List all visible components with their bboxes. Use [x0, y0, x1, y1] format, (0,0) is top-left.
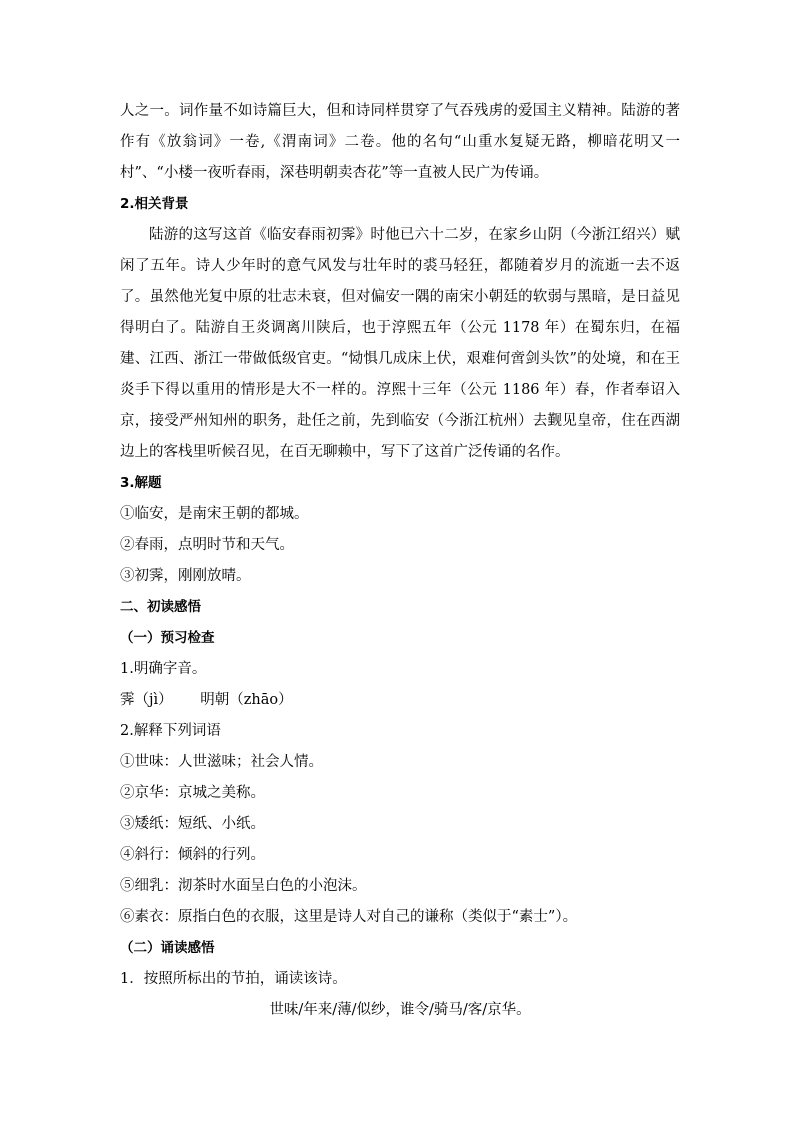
vocab-item-1: ①世味：人世滋味；社会人情。 [120, 754, 323, 770]
poem-line: 世味/年来/薄/似纱，谁令/骑马/客/京华。 [269, 1002, 531, 1018]
vocab-item-6: ⑥素衣：原指白色的衣服，这里是诗人对自己的谦称（类似于“素士”）。 [120, 909, 578, 925]
recite-instruction: 1．按照所标出的节拍，诵读该诗。 [120, 971, 347, 987]
title-explain-item-2: ②春雨，点明时节和天气。 [120, 537, 294, 553]
intro-paragraph: 人之一。词作量不如诗篇巨大，但和诗同样贯穿了气吞残虏的爱国主义精神。陆游的著作有《放翁词》一卷,《渭南词》二卷。他的名句“山重水复疑无路，柳暗花明又一村”、“小楼一夜听春雨，深巷明朝卖杏花”等一直被人民广为传诵。 [120, 103, 680, 181]
title-explain-item-1: ①临安，是南宋王朝的都城。 [120, 506, 309, 522]
document-body [120, 96, 680, 1026]
vocab-heading: 2.解释下列词语 [120, 723, 221, 739]
background-heading: 2.相关背景 [120, 196, 189, 212]
vocab-item-4: ④斜行：倾斜的行列。 [120, 847, 265, 863]
vocab-item-5: ⑤细乳：沏茶时水面呈白色的小泡沫。 [120, 878, 367, 894]
recite-heading: （二）诵读感悟 [120, 940, 215, 956]
background-paragraph: 陆游的这写这首《临安春雨初霁》时他已六十二岁，在家乡山阴（今浙江绍兴）赋闲了五年。诗人少年时的意气风发与壮年时的裘马轻狂，都随着岁月的流逝一去不返了。虽然他光复中原的壮志未衰，但对偏安一隅的南宋小朝廷的软弱与黑暗，是日益见得明白了。陆游自王炎调离川陕后，也于淳熙五年（公元 1178 年）在蜀东归，在福建、江西、浙江一带做低级官吏。“恸惧几成床上伏，艰难何啻剑头饮”的处境，和在王炎手下得以重用的情形是大不一样的。淳熙十三年（公元 1186 年）春，作者奉诏入京，接受严州知州的职务，赴任之前，先到临安（今浙江杭州）去觐见皇帝，住在西湖边上的客栈里听候召见，在百无聊赖中，写下了这首广泛传诵的名作。 [120, 227, 680, 460]
vocab-item-3: ③矮纸：短纸、小纸。 [120, 816, 265, 832]
title-explain-item-3: ③初霁，刚刚放晴。 [120, 568, 251, 584]
title-explain-heading: 3.解题 [120, 475, 162, 491]
pronunciation-heading: 1.明确字音。 [120, 661, 207, 677]
vocab-item-2: ②京华：京城之美称。 [120, 785, 265, 801]
pronunciation-line: 霁（jì） 明朝（zhāo） [120, 692, 293, 708]
preview-check-heading: （一）预习检查 [120, 630, 215, 646]
section2-heading: 二、初读感悟 [120, 599, 201, 615]
